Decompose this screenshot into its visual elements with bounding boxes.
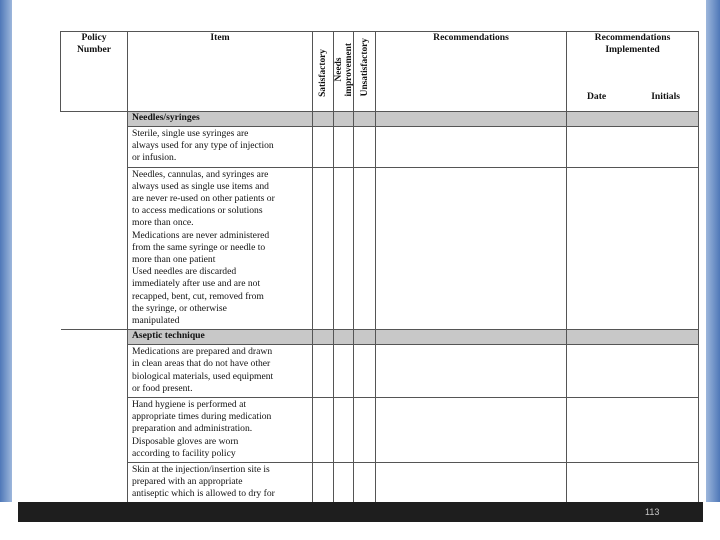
item-line: recapped, bent, cut, removed from [132,290,264,302]
recommendations-implemented-label: Recommendations Implemented [594,32,671,56]
item-line: preparation and administration. [132,423,253,435]
recommendations-cell[interactable] [376,345,567,398]
item-line: Medications are never administered [132,229,270,241]
section-title: Needles/syringes [128,112,313,127]
item-line: Skin at the injection/insertion site is [132,464,270,476]
item-line: or food present. [132,382,193,394]
item-line: more than one patient [132,254,216,266]
recommendations-header: Recommendations [376,32,567,112]
unsatisfactory-cell[interactable] [354,398,376,463]
table-row [61,345,699,398]
item-line: always used as single use items and [132,180,269,192]
item-line: always used for any type of injection [132,140,274,152]
unsatisfactory-cell[interactable] [354,345,376,398]
item-line: biological materials, used equipment [132,370,274,382]
policy-number-cell [61,112,128,127]
item-line: according to facility policy [132,447,236,459]
satisfactory-label: Satisfactory [318,48,328,97]
item-line: antiseptic which is allowed to dry for [132,488,275,500]
needs-improvement-header [334,32,354,112]
table-row [61,167,699,330]
header-row [61,32,699,112]
item-line: prepared with an appropriate [132,476,243,488]
checklist-item [128,398,313,463]
implemented-cell[interactable] [567,345,699,398]
item-line: Hand hygiene is performed at [132,399,247,411]
item-line: manipulated [132,315,180,327]
item-line: Disposable gloves are worn [132,435,239,447]
item-line: or infusion. [132,152,177,164]
satisfactory-header [313,32,334,112]
item-line: Medications are prepared and drawn [132,346,273,358]
slide-footer-bar [18,502,703,522]
satisfactory-cell[interactable] [313,167,334,330]
policy-number-cell [61,330,128,345]
section-row [61,112,699,127]
unsatisfactory-header [354,32,376,112]
item-header: Item [128,32,313,112]
satisfactory-cell[interactable] [313,127,334,168]
recommendations-cell[interactable] [376,167,567,330]
checklist-item [128,127,313,168]
recommendations-cell[interactable] [376,398,567,463]
item-line: from the same syringe or needle to [132,241,266,253]
item-line: Sterile, single use syringes are [132,128,249,139]
implemented-cell[interactable] [567,398,699,463]
needs-improvement-cell[interactable] [334,167,354,330]
right-slide-edge [706,0,720,502]
item-line: appropriate times during medication [132,411,272,423]
initials-subheader: Initials [651,90,680,102]
table-row [61,398,699,463]
page-number: 113 [645,507,660,517]
implemented-cell[interactable] [567,127,699,168]
item-line: immediately after use and are not [132,278,261,290]
needs-improvement-label: Needs improvement [334,43,354,97]
checklist-item [128,345,313,398]
unsatisfactory-cell[interactable] [354,167,376,330]
item-line: to access medications or solutions [132,205,263,217]
recommendations-implemented-header [567,32,699,112]
satisfactory-cell[interactable] [313,345,334,398]
item-line: in clean areas that do not have other [132,358,271,370]
left-slide-edge [0,0,12,502]
injection-safety-checklist-table [60,31,699,519]
table-row [61,127,699,168]
needs-improvement-cell[interactable] [334,345,354,398]
date-subheader: Date [587,90,607,102]
needs-improvement-cell[interactable] [334,127,354,168]
item-line: Needles, cannulas, and syringes are [132,168,269,180]
item-line: more than once. [132,217,194,229]
implemented-cell[interactable] [567,167,699,330]
item-line: are never re-used on other patients or [132,193,275,205]
unsatisfactory-cell[interactable] [354,127,376,168]
section-row [61,330,699,345]
recommendations-cell[interactable] [376,127,567,168]
section-title: Aseptic technique [128,330,313,345]
needs-improvement-cell[interactable] [334,398,354,463]
satisfactory-cell[interactable] [313,398,334,463]
unsatisfactory-label: Unsatisfactory [359,38,370,97]
checklist-item [128,167,313,330]
item-line: Used needles are discarded [132,266,237,278]
policy-number-header: Policy Number [61,32,128,112]
document-page [12,0,706,502]
item-line: the syringe, or otherwise [132,302,227,314]
